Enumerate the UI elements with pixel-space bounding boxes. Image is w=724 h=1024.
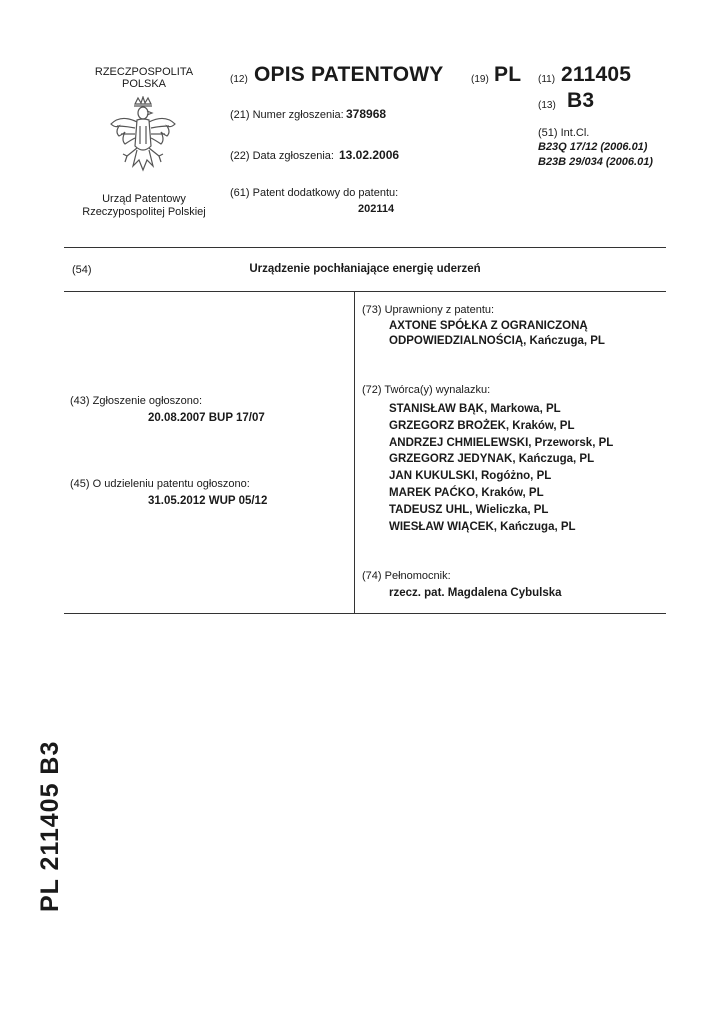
patent-number: 211405 bbox=[561, 63, 632, 86]
inventor-item: STANISŁAW BĄK, Markowa, PL bbox=[389, 403, 561, 415]
app-number: 378968 bbox=[346, 107, 387, 121]
grant-value: 31.05.2012 WUP 05/12 bbox=[148, 495, 268, 507]
doc-type: OPIS PATENTOWY bbox=[254, 63, 444, 86]
eagle-emblem-icon bbox=[107, 96, 179, 185]
inventor-item: TADEUSZ UHL, Wieliczka, PL bbox=[389, 503, 549, 516]
publication-value: 20.08.2007 BUP 17/07 bbox=[148, 412, 265, 424]
office-line1: Urząd Patentowy bbox=[102, 193, 186, 205]
grant-label: (45) O udzieleniu patentu ogłoszono: bbox=[70, 478, 250, 490]
owner-label: (73) Uprawniony z patentu: bbox=[362, 304, 495, 316]
invention-title: Urządzenie pochłaniające energię uderzeń bbox=[249, 263, 481, 275]
country-code: PL bbox=[494, 63, 522, 86]
side-patent-label: PL 211405 B3 bbox=[36, 740, 64, 912]
inventor-item: WIESŁAW WIĄCEK, Kańczuga, PL bbox=[389, 520, 576, 533]
intcl-2: B23B 29/034 (2006.01) bbox=[538, 156, 653, 168]
attorney-label: (74) Pełnomocnik: bbox=[362, 570, 451, 582]
inventor-item: MAREK PAĆKO, Kraków, PL bbox=[389, 486, 544, 499]
office-line2: Rzeczypospolitej Polskiej bbox=[82, 206, 206, 218]
code-12: (12) bbox=[230, 74, 248, 85]
code-13: (13) bbox=[538, 100, 556, 111]
intcl-label: (51) Int.Cl. bbox=[538, 127, 590, 139]
inventor-item: GRZEGORZ BROŻEK, Kraków, PL bbox=[389, 419, 575, 432]
title-code: (54) bbox=[72, 264, 92, 276]
inventors-label: (72) Twórca(y) wynalazku: bbox=[362, 384, 491, 396]
owner-line1: AXTONE SPÓŁKA Z OGRANICZONĄ bbox=[389, 320, 588, 332]
filing-date: 13.02.2006 bbox=[339, 148, 400, 162]
divider-bottom bbox=[64, 613, 666, 614]
inventor-item: JAN KUKULSKI, Rogóżno, PL bbox=[389, 470, 552, 483]
publication-label: (43) Zgłoszenie ogłoszono: bbox=[70, 395, 203, 407]
intcl-1: B23Q 17/12 (2006.01) bbox=[538, 141, 648, 153]
owner-line2: ODPOWIEDZIALNOŚCIĄ, Kańczuga, PL bbox=[389, 335, 605, 347]
inventor-item: GRZEGORZ JEDYNAK, Kańczuga, PL bbox=[389, 453, 595, 466]
additional-patent: 202114 bbox=[358, 203, 395, 215]
code-19: (19) bbox=[471, 74, 489, 85]
divider-vertical bbox=[354, 291, 355, 613]
app-number-label: (21) Numer zgłoszenia: bbox=[230, 109, 344, 121]
additional-patent-label: (61) Patent dodatkowy do patentu: bbox=[230, 187, 399, 199]
country-line1: RZECZPOSPOLITA bbox=[94, 66, 194, 78]
filing-date-label: (22) Data zgłoszenia: bbox=[230, 150, 334, 162]
inventor-item: ANDRZEJ CHMIELEWSKI, Przeworsk, PL bbox=[389, 436, 614, 449]
divider-title bbox=[64, 291, 666, 292]
country-line2: POLSKA bbox=[121, 78, 167, 90]
inventors-list bbox=[389, 401, 613, 535]
divider-top bbox=[64, 247, 666, 248]
code-11: (11) bbox=[538, 74, 556, 85]
attorney-name: rzecz. pat. Magdalena Cybulska bbox=[389, 587, 562, 599]
kind-code: B3 bbox=[567, 89, 595, 112]
